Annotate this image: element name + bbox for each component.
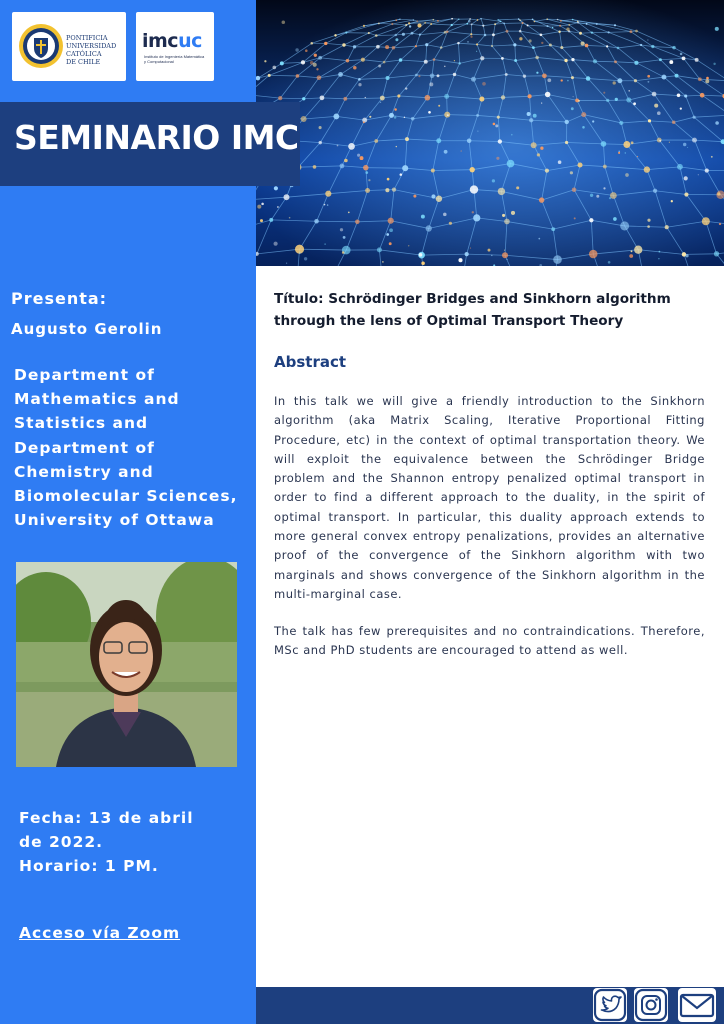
speaker-portrait-photo — [16, 562, 237, 767]
imc-subtitle: Instituto de Ingeniería Matemática y Computacional — [144, 54, 205, 64]
puc-logo — [12, 12, 126, 81]
mail-icon[interactable] — [678, 988, 716, 1022]
abstract-paragraph-note: The talk has few prerequisites and no contraindications. Therefore, MSc and PhD students are encouraged to attend as well. — [274, 624, 705, 658]
imc-wordmark: imcuc — [142, 30, 202, 52]
seminar-banner — [0, 102, 300, 186]
abstract-heading: Abstract — [274, 353, 347, 371]
abstract-paragraph: In this talk we will give a friendly introduction to the Sinkhorn algorithm (aka Matrix Scaling, Iterative Proportional Fitting Procedure, etc) in the context of optimal transportation theory. We will exploit the equivalence between the Schrödinger Bridge problem and the Shannon entropy penalized optimal transport in order to find a different approach to the duality, in the spirit of optimal transport. In particular, this duality approach extends to more general convex entropy penalizations, provides an alternative proof of the convergence of the Sinkhorn algorithm with two marginals and shows convergence of the Sinkhorn algorithm in the multi-marginal case. — [274, 394, 705, 601]
network-particles-image — [256, 0, 724, 266]
date-time: Fecha: 13 de abril de 2022. Horario: 1 PM. — [19, 809, 194, 875]
speaker-affiliation: Department of Mathematics and Statistics and Department of Chemistry and Biomolecular Sciences, University of Ottawa — [14, 366, 238, 530]
puc-name: PONTIFICIA UNIVERSIDAD CATÓLICA DE CHILE — [66, 34, 117, 66]
imc-logo — [136, 12, 214, 81]
speaker-name: Augusto Gerolin — [11, 320, 163, 338]
university-seal-icon — [18, 17, 64, 75]
instagram-icon[interactable] — [634, 988, 668, 1022]
presenta-label: Presenta: — [11, 289, 108, 308]
zoom-access-link[interactable]: Acceso vía Zoom — [19, 924, 181, 942]
twitter-icon[interactable] — [593, 988, 627, 1022]
talk-title: Título: Schrödinger Bridges and Sinkhorn algorithm through the lens of Optimal Transport Theory — [274, 291, 671, 329]
seminar-title: SEMINARIO IMC — [14, 118, 299, 157]
